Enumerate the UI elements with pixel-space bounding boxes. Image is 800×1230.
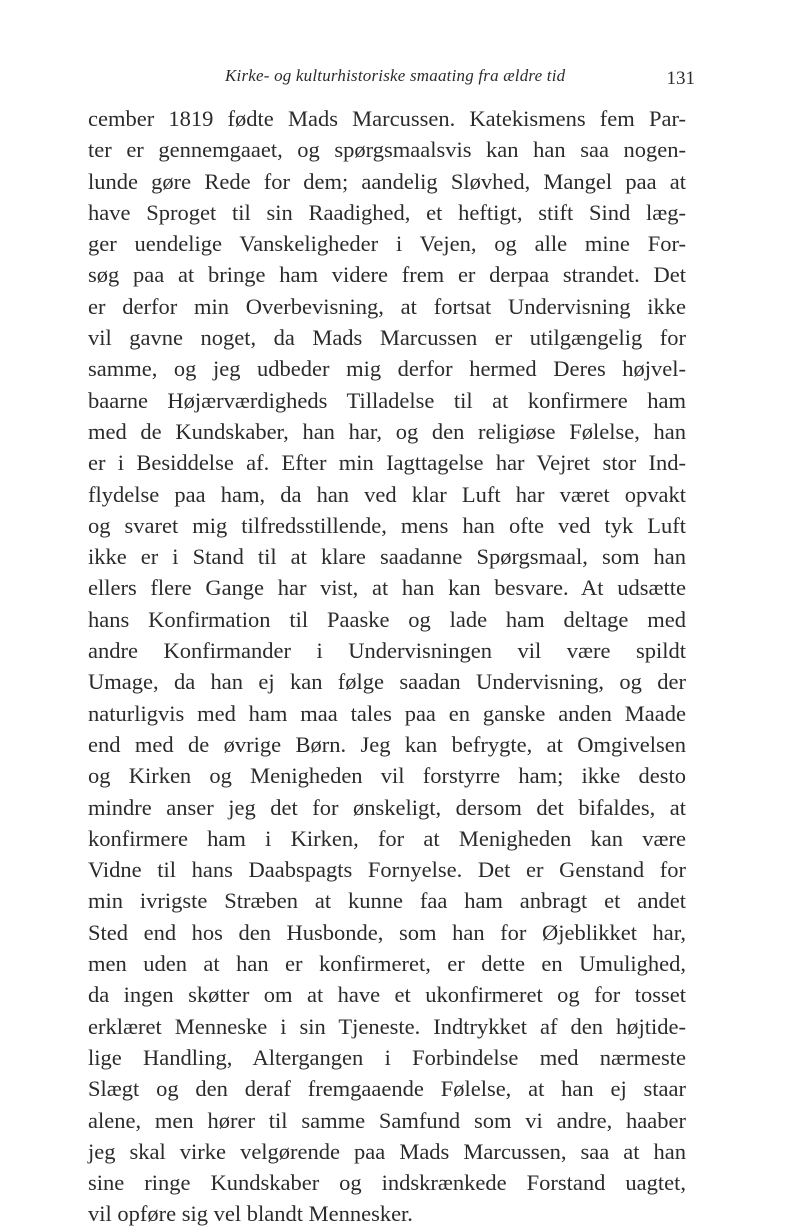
text-line: Slægt og den deraf fremgaaende Følelse, at han ej staar — [88, 1076, 686, 1102]
text-line: mindre anser jeg det for ønskeligt, dersom det bifaldes, at — [88, 794, 686, 820]
text-line: lunde gøre Rede for dem; aandelig Sløvhed, Mangel paa at — [88, 168, 686, 194]
text-line: ellers flere Gange har vist, at han kan besvare. At udsætte — [88, 575, 686, 601]
text-line-last: vil opføre sig vel blandt Mennesker. — [88, 1201, 413, 1227]
text-line: men uden at han er konfirmeret, er dette en Umulighed, — [88, 951, 686, 977]
text-line: Umage, da han ej kan følge saadan Undervisning, og der — [88, 669, 686, 695]
text-line: end med de øvrige Børn. Jeg kan befrygte, at Omgivelsen — [88, 731, 686, 757]
text-line: Sted end hos den Husbonde, som han for Øjeblikket har, — [88, 919, 686, 945]
text-line: ter er gennemgaaet, og spørgsmaalsvis kan han saa nogen- — [88, 137, 686, 163]
text-line: er i Besiddelse af. Efter min Iagttagelse har Vejret stor Ind- — [88, 450, 686, 476]
text-line: da ingen skøtter om at have et ukonfirmeret og for tosset — [88, 982, 686, 1008]
text-line: erklæret Menneske i sin Tjeneste. Indtrykket af den højtide- — [88, 1013, 686, 1039]
text-line: ikke er i Stand til at klare saadanne Spørgsmaal, som han — [88, 544, 686, 570]
text-line: Vidne til hans Daabspagts Fornyelse. Det er Genstand for — [88, 857, 686, 883]
text-line: og Kirken og Menigheden vil forstyrre ham; ikke desto — [88, 763, 686, 789]
text-line: alene, men hører til samme Samfund som vi andre, haaber — [88, 1107, 686, 1133]
text-line: søg paa at bringe ham videre frem er derpaa strandet. Det — [88, 262, 686, 288]
text-line: hans Konfirmation til Paaske og lade ham deltage med — [88, 606, 686, 632]
text-line: flydelse paa ham, da han ved klar Luft har været opvakt — [88, 481, 686, 507]
page-number: 131 — [666, 68, 695, 89]
text-line: jeg skal virke velgørende paa Mads Marcussen, saa at han — [88, 1138, 686, 1164]
text-line: naturligvis med ham maa tales paa en ganske anden Maade — [88, 700, 686, 726]
body-text — [88, 103, 686, 1230]
text-line: min ivrigste Stræben at kunne faa ham anbragt et andet — [88, 888, 686, 914]
text-line: og svaret mig tilfredsstillende, mens han ofte ved tyk Luft — [88, 512, 686, 538]
text-line: med de Kundskaber, han har, og den religiøse Følelse, han — [88, 418, 686, 444]
running-title: Kirke- og kulturhistoriske smaating fra ældre tid — [225, 66, 566, 85]
text-line: konfirmere ham i Kirken, for at Menigheden kan være — [88, 825, 686, 851]
text-line: sine ringe Kundskaber og indskrænkede Forstand uagtet, — [88, 1170, 686, 1196]
text-line: ger uendelige Vanskeligheder i Vejen, og alle mine For- — [88, 231, 686, 257]
text-line: samme, og jeg udbeder mig derfor hermed Deres højvel- — [88, 356, 686, 382]
text-line: er derfor min Overbevisning, at fortsat Undervisning ikke — [88, 293, 686, 319]
text-line: lige Handling, Altergangen i Forbindelse med nærmeste — [88, 1044, 686, 1070]
text-line: cember 1819 fødte Mads Marcussen. Katekismens fem Par- — [88, 106, 686, 131]
text-line: have Sproget til sin Raadighed, et heftigt, stift Sind læg- — [88, 199, 686, 225]
text-line: andre Konfirmander i Undervisningen vil være spildt — [88, 638, 686, 664]
text-line: vil gavne noget, da Mads Marcussen er utilgængelig for — [88, 325, 686, 351]
running-head — [225, 62, 695, 92]
text-line: baarne Højærværdigheds Tilladelse til at konfirmere ham — [88, 387, 686, 413]
